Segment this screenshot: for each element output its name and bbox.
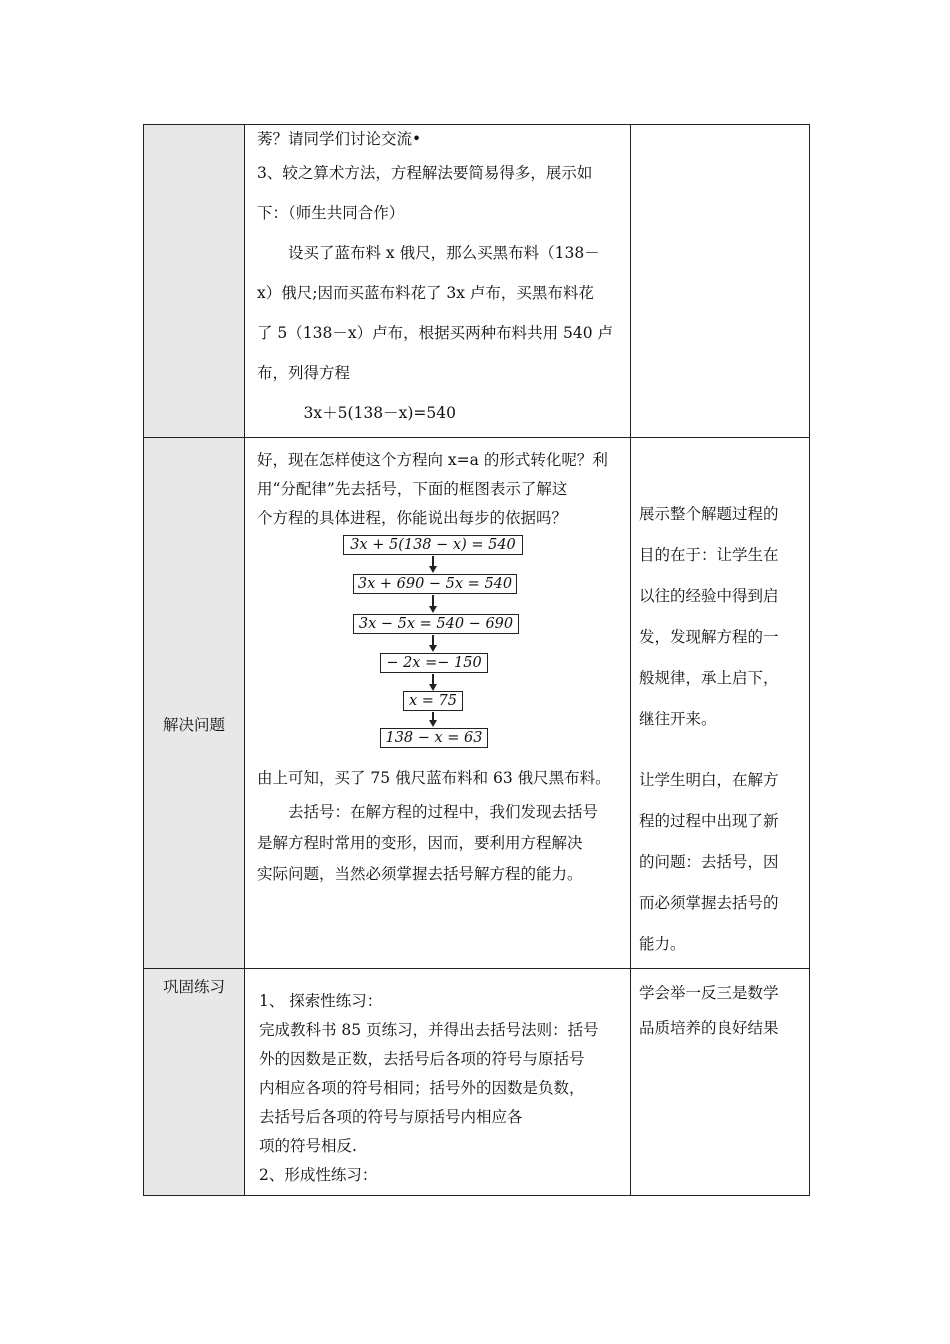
content-line: 用“分配律”先去括号，下面的框图表示了解这 [257,480,568,498]
flow-arrow [432,674,434,685]
intent-line: 发，发现解方程的一 [639,628,779,646]
flow-step: 3x − 5x = 540 − 690 [353,614,519,634]
content-line: 好，现在怎样使这个方程向 x=a 的形式转化呢？利 [257,451,608,469]
lesson-plan-table [143,124,810,1196]
content-line: 是解方程时常用的变形，因而，要利用方程解决 [257,834,583,852]
content-line: 去括号：在解方程的过程中，我们发现去括号 [257,803,599,821]
intent-line: 以往的经验中得到启 [639,587,779,605]
flow-arrow [432,556,434,567]
table-row [144,969,810,1196]
intent-line: 而必须掌握去括号的 [639,894,779,912]
intent-line: 学会举一反三是数学 [639,984,779,1002]
design-intent-cell [631,969,810,1196]
intent-line: 般规律，承上启下， [639,669,779,687]
flow-step: − 2x =− 150 [380,653,488,673]
intent-line: 的问题：去括号，因 [639,853,779,871]
intent-line: 继往开来。 [639,710,717,728]
flow-arrow [432,712,434,721]
teaching-content-cell [245,438,631,969]
stage-label: 巩固练习 [162,978,225,996]
table-row [144,125,810,438]
teaching-content-cell [245,125,631,438]
design-intent-cell [631,438,810,969]
content-line: 2、形成性练习： [259,1166,378,1184]
flow-arrow [432,595,434,607]
flow-step: x = 75 [403,691,463,711]
content-line: 完成教科书 85 页练习，并得出去括号法则：括号 [259,1021,599,1039]
content-line: 由上可知，买了 75 俄尺蓝布料和 63 俄尺黑布料。 [257,769,611,787]
table-row [144,438,810,969]
content-line: 1、 探索性练习： [259,992,383,1010]
flow-arrow [432,635,434,646]
content-line: 布，列得方程 [257,364,351,382]
content-line: 项的符号相反. [259,1137,357,1155]
content-line: 个方程的具体进程，你能说出每步的依据吗？ [257,509,568,527]
intent-line: 目的在于：让学生在 [639,546,779,564]
stage-label-cell [144,438,245,969]
intent-line: 展示整个解题过程的 [639,505,779,523]
content-line: 3、较之算术方法，方程解法要简易得多，展示如 [257,164,593,182]
solution-flowchart [257,533,630,746]
content-line: x）俄尺;因而买蓝布料花了 3x 卢布，买黑布料花 [257,284,594,302]
intent-line: 品质培养的良好结果 [639,1019,779,1037]
design-intent-cell [631,125,810,438]
content-line: 了 5（138－x）卢布，根据买两种布料共用 540 卢 [257,324,614,342]
content-line: 内相应各项的符号相同；括号外的因数是负数， [259,1079,585,1097]
intent-line: 能力。 [639,935,686,953]
stage-label-cell [144,969,245,1196]
stage-label-cell [144,125,245,438]
intent-line: 让学生明白，在解方 [639,771,779,789]
content-line: 实际问题，当然必须掌握去括号解方程的能力。 [257,865,583,883]
intent-line: 程的过程中出现了新 [639,812,779,830]
equation-line: 3x＋5(138－x)=540 [257,404,456,422]
content-line: 去括号后各项的符号与原括号内相应各 [259,1108,523,1126]
content-line: 莠？请同学们讨论交流• [257,130,422,148]
stage-label: 解决问题 [162,716,225,734]
flow-step: 3x + 5(138 − x) = 540 [343,535,523,555]
teaching-content-cell [245,969,631,1196]
flow-step: 138 − x = 63 [380,728,488,748]
content-line: 设买了蓝布料 x 俄尺，那么买黑布料（138－ [257,244,600,262]
content-line: 外的因数是正数，去括号后各项的符号与原括号 [259,1050,585,1068]
flow-step: 3x + 690 − 5x = 540 [353,574,517,594]
content-line: 下：（师生共同合作） [257,204,405,222]
